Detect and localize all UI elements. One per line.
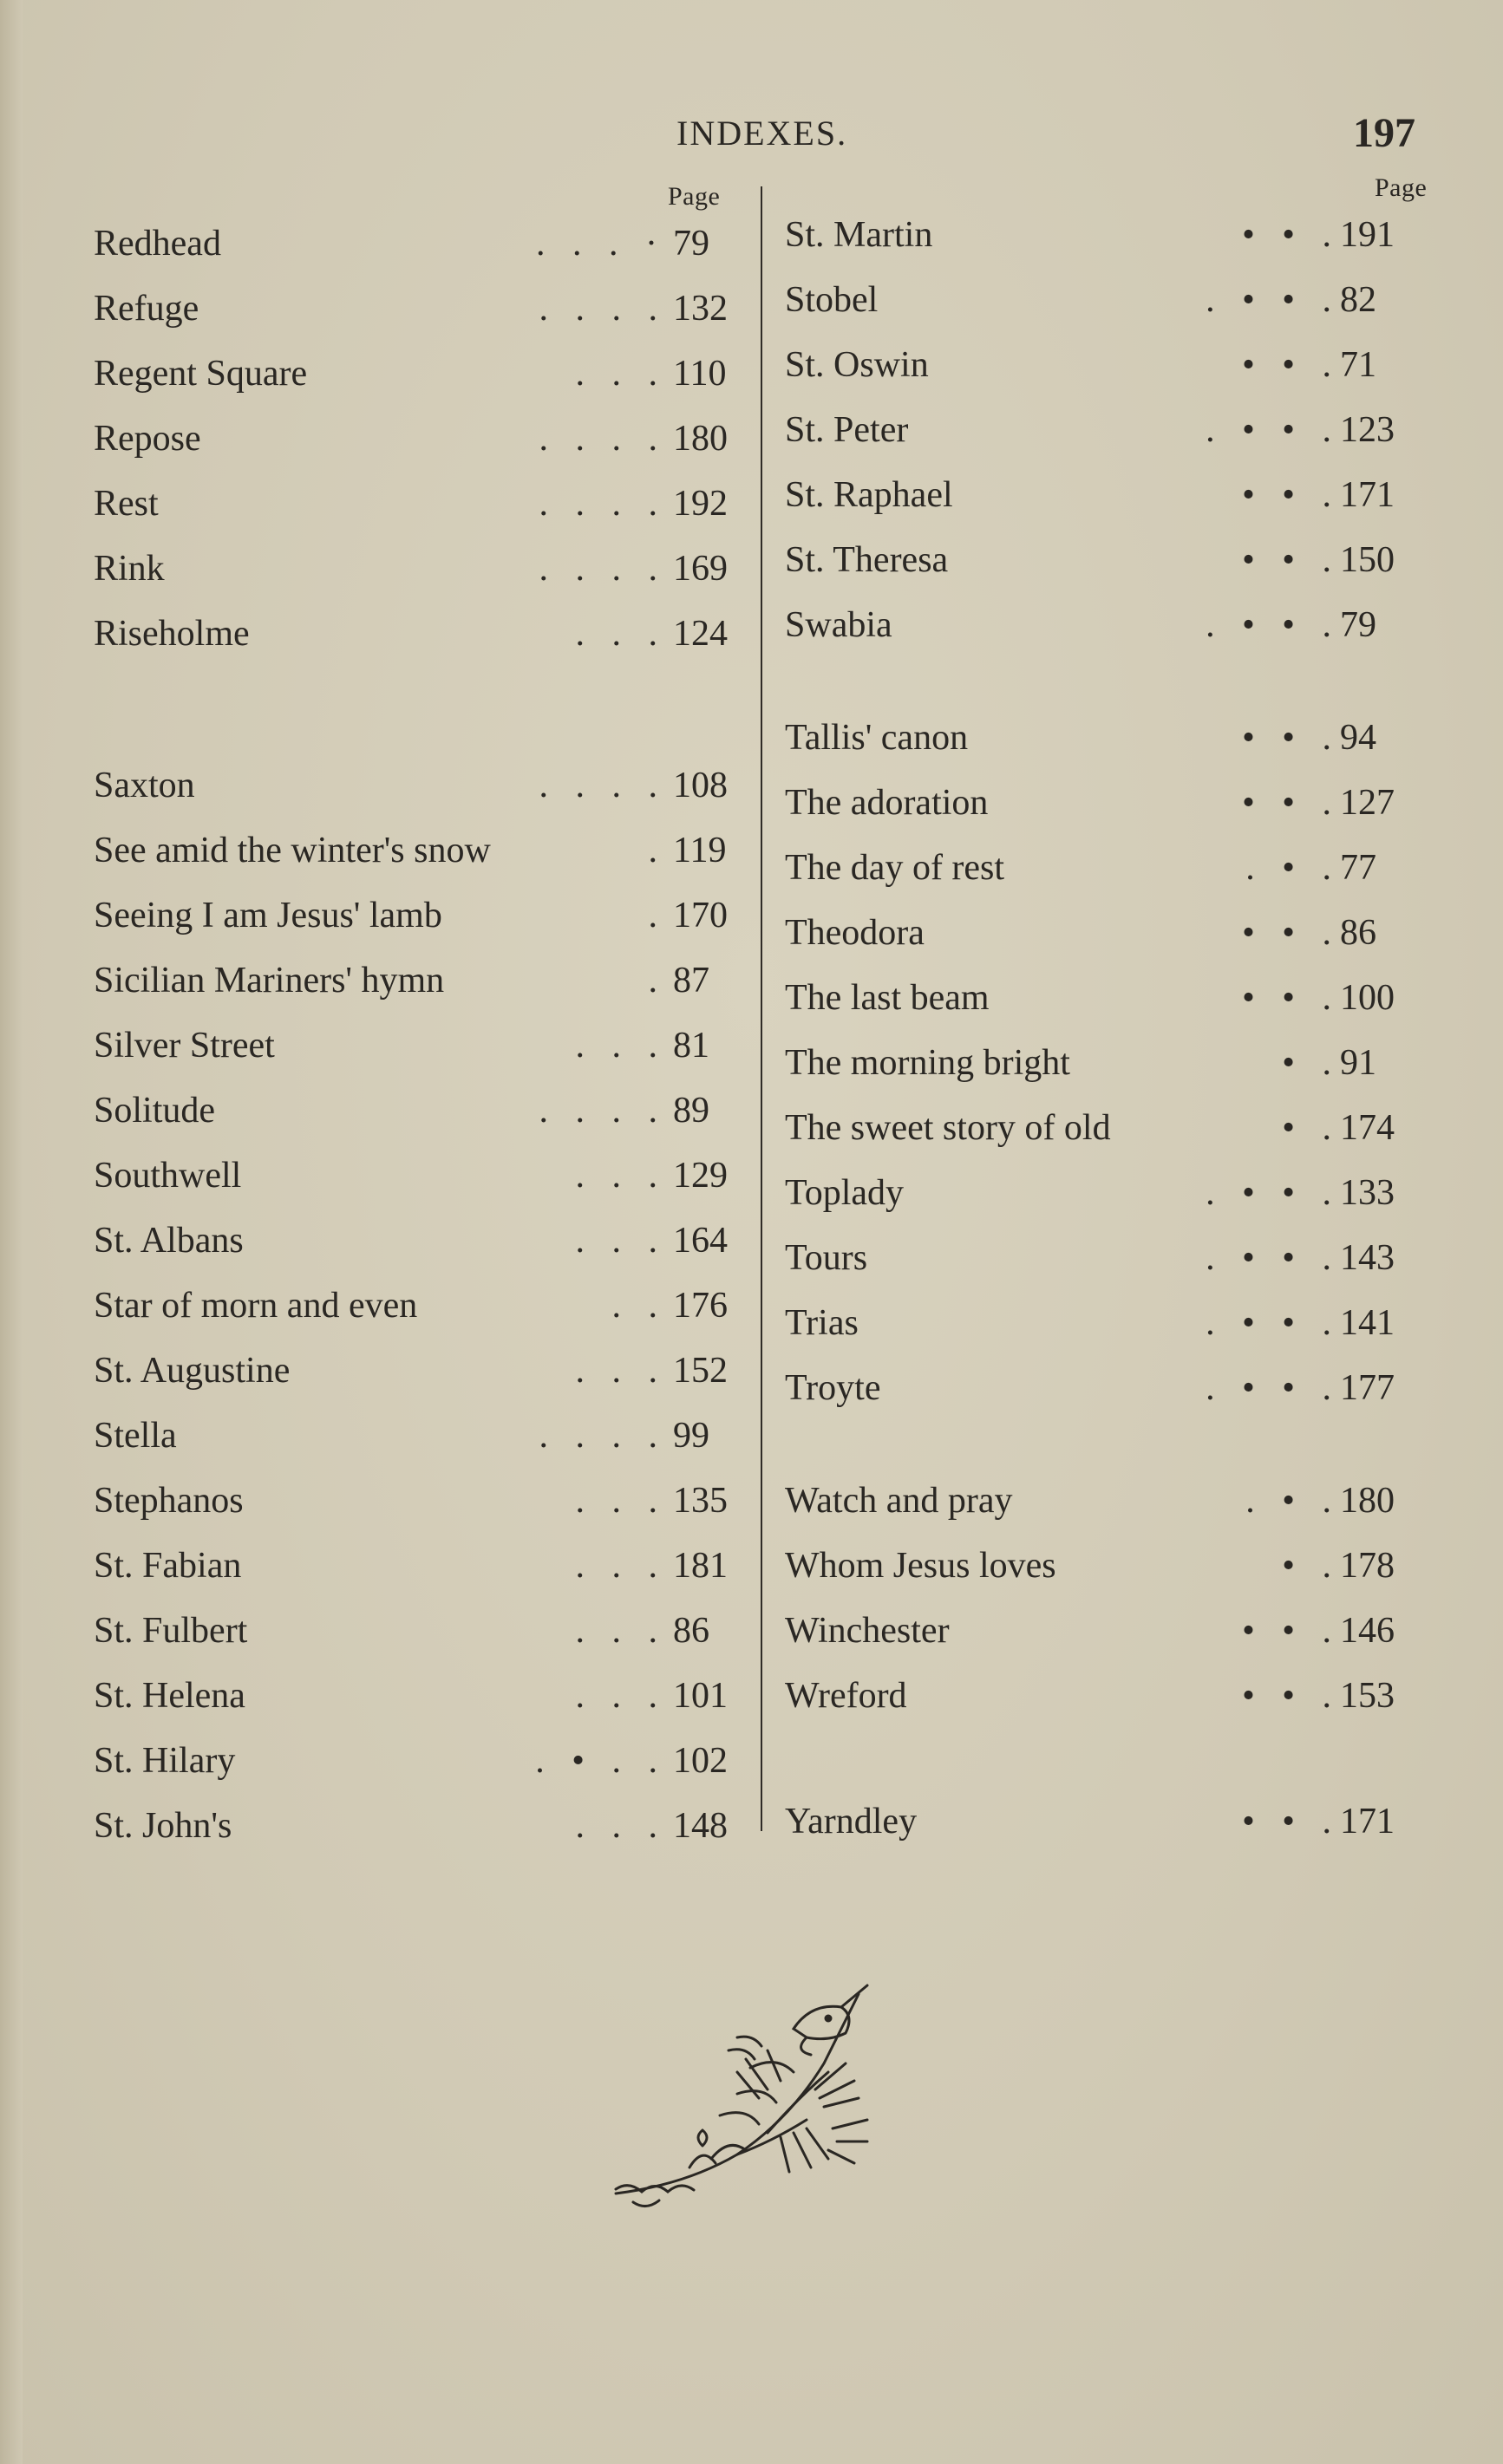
entry-name: Tours <box>785 1238 868 1278</box>
entry-page-number: 89 <box>673 1091 709 1131</box>
entry-name: Solitude <box>94 1091 216 1131</box>
entry-page-number: 79 <box>673 224 709 264</box>
entry-leader-dots: . . . . <box>539 289 657 329</box>
index-entry <box>94 763 753 808</box>
page-number: 197 <box>1353 110 1415 156</box>
index-entry <box>785 1543 1453 1588</box>
right-column-page-heading: Page <box>1375 173 1428 202</box>
index-entry <box>785 1673 1453 1718</box>
index-entry <box>785 342 1453 388</box>
entry-name: St. Helena <box>94 1676 245 1716</box>
entry-page-number: 143 <box>1340 1238 1395 1278</box>
entry-leader-dots: . . . <box>575 1806 657 1846</box>
entry-page-number: 152 <box>673 1351 728 1391</box>
entry-name: Refuge <box>94 289 199 329</box>
entry-page-number: 177 <box>1340 1368 1395 1408</box>
entry-leader-dots: . . <box>611 1286 657 1326</box>
entry-leader-dots: • • . <box>1242 978 1331 1018</box>
index-entry <box>785 845 1453 890</box>
index-entry <box>785 780 1453 825</box>
entry-leader-dots: . . . <box>575 1351 657 1391</box>
entry-name: Southwell <box>94 1156 242 1196</box>
entry-page-number: 91 <box>1340 1043 1376 1083</box>
index-entry <box>94 1413 753 1458</box>
index-entry <box>785 1040 1453 1085</box>
index-entry <box>785 1300 1453 1346</box>
entry-page-number: 191 <box>1340 215 1395 255</box>
entry-page-number: 171 <box>1340 1802 1395 1841</box>
index-entry <box>94 1673 753 1718</box>
entry-leader-dots: . . . <box>575 1546 657 1586</box>
entry-page-number: 169 <box>673 549 728 589</box>
index-entry <box>785 1799 1453 1844</box>
index-entry <box>785 1235 1453 1281</box>
entry-name: Toplady <box>785 1173 905 1213</box>
index-entry <box>785 1170 1453 1216</box>
entry-leader-dots: . • . . <box>535 1741 657 1781</box>
entry-name: Redhead <box>94 224 221 264</box>
entry-leader-dots: . . . . <box>539 1416 657 1456</box>
entry-page-number: 146 <box>1340 1611 1395 1651</box>
entry-name: Riseholme <box>94 614 250 654</box>
entry-page-number: 132 <box>673 289 728 329</box>
entry-page-number: 180 <box>673 419 728 459</box>
entry-leader-dots: • • . <box>1242 783 1331 823</box>
entry-page-number: 124 <box>673 614 728 654</box>
entry-name: St. Fabian <box>94 1546 242 1586</box>
entry-name: Rink <box>94 549 165 589</box>
entry-name: Yarndley <box>785 1802 918 1841</box>
entry-leader-dots: • • . <box>1242 1802 1331 1841</box>
entry-name: Star of morn and even <box>94 1286 418 1326</box>
entry-name: Stella <box>94 1416 177 1456</box>
entry-name: Watch and pray <box>785 1481 1013 1521</box>
entry-page-number: 178 <box>1340 1546 1395 1586</box>
entry-leader-dots: • . <box>1282 1108 1331 1148</box>
entry-leader-dots: • • . <box>1242 475 1331 515</box>
entry-leader-dots: . . . <box>575 1611 657 1651</box>
entry-leader-dots: . • • . <box>1206 1303 1331 1343</box>
entry-name: Swabia <box>785 605 892 645</box>
index-entry <box>94 1478 753 1523</box>
entry-page-number: 129 <box>673 1156 728 1196</box>
entry-leader-dots: . . . <box>575 1026 657 1066</box>
entry-leader-dots: • . <box>1282 1546 1331 1586</box>
entry-page-number: 181 <box>673 1546 728 1586</box>
index-entry <box>94 221 753 266</box>
index-entry <box>94 1283 753 1328</box>
entry-leader-dots: . . . <box>575 354 657 394</box>
entry-name: Seeing I am Jesus' lamb <box>94 896 442 935</box>
entry-name: See amid the winter's snow <box>94 831 491 870</box>
entry-name: St. Martin <box>785 215 933 255</box>
entry-page-number: 108 <box>673 766 728 805</box>
entry-name: St. Raphael <box>785 475 953 515</box>
entry-name: St. Hilary <box>94 1741 236 1781</box>
index-entry <box>94 1218 753 1263</box>
entry-leader-dots: . . . . <box>539 419 657 459</box>
entry-leader-dots: • • . <box>1242 718 1331 758</box>
entry-name: Theodora <box>785 913 925 953</box>
entry-leader-dots: . • . <box>1245 1481 1331 1521</box>
entry-leader-dots: . <box>648 896 657 935</box>
index-entry <box>94 546 753 591</box>
index-entry <box>94 1738 753 1783</box>
entry-leader-dots: . • • . <box>1206 410 1331 450</box>
entry-leader-dots: . • • . <box>1206 1238 1331 1278</box>
entry-leader-dots: . . . <box>575 1156 657 1196</box>
entry-page-number: 164 <box>673 1221 728 1261</box>
entry-name: Winchester <box>785 1611 950 1651</box>
index-entry <box>785 1478 1453 1523</box>
entry-page-number: 135 <box>673 1481 728 1521</box>
entry-leader-dots: . • • . <box>1206 280 1331 320</box>
entry-page-number: 102 <box>673 1741 728 1781</box>
index-entry <box>785 715 1453 760</box>
entry-name: The sweet story of old <box>785 1108 1111 1148</box>
entry-page-number: 82 <box>1340 280 1376 320</box>
entry-leader-dots: • • . <box>1242 1676 1331 1716</box>
entry-name: The morning bright <box>785 1043 1070 1083</box>
entry-page-number: 94 <box>1340 718 1376 758</box>
index-entry <box>785 1366 1453 1411</box>
entry-page-number: 87 <box>673 961 709 1001</box>
entry-page-number: 86 <box>673 1611 709 1651</box>
entry-leader-dots: • • . <box>1242 540 1331 580</box>
entry-name: The adoration <box>785 783 989 823</box>
entry-name: Repose <box>94 419 201 459</box>
entry-leader-dots: . . . · <box>536 224 657 264</box>
index-entry <box>94 481 753 526</box>
entry-leader-dots: . . . <box>575 1676 657 1716</box>
index-entry <box>785 603 1453 648</box>
entry-leader-dots: • • . <box>1242 1611 1331 1651</box>
entry-name: Stobel <box>785 280 879 320</box>
index-entry <box>94 1023 753 1068</box>
entry-page-number: 141 <box>1340 1303 1395 1343</box>
entry-page-number: 100 <box>1340 978 1395 1018</box>
entry-name: St. John's <box>94 1806 232 1846</box>
index-entry <box>785 407 1453 453</box>
entry-name: St. Oswin <box>785 345 929 385</box>
entry-leader-dots: . <box>648 831 657 870</box>
entry-leader-dots: . . . . <box>539 484 657 524</box>
entry-leader-dots: . . . <box>575 1221 657 1261</box>
index-entry <box>94 351 753 396</box>
index-entry <box>94 286 753 331</box>
entry-leader-dots: . . . . <box>539 549 657 589</box>
entry-name: St. Albans <box>94 1221 244 1261</box>
entry-page-number: 79 <box>1340 605 1376 645</box>
entry-name: Regent Square <box>94 354 308 394</box>
entry-page-number: 123 <box>1340 410 1395 450</box>
index-entry <box>94 1088 753 1133</box>
index-entry <box>94 1608 753 1653</box>
index-entry <box>94 1348 753 1393</box>
entry-leader-dots: . . . <box>575 614 657 654</box>
entry-name: Saxton <box>94 766 195 805</box>
entry-leader-dots: . . . . <box>539 766 657 805</box>
entry-page-number: 119 <box>673 831 727 870</box>
entry-leader-dots: . . . <box>575 1481 657 1521</box>
entry-page-number: 81 <box>673 1026 709 1066</box>
entry-leader-dots: • • . <box>1242 913 1331 953</box>
entry-leader-dots: . . . . <box>539 1091 657 1131</box>
entry-leader-dots: . • • . <box>1206 605 1331 645</box>
index-entry <box>94 1803 753 1848</box>
index-entry <box>94 611 753 656</box>
index-entry <box>785 538 1453 583</box>
entry-page-number: 148 <box>673 1806 728 1846</box>
entry-page-number: 77 <box>1340 848 1376 888</box>
index-entry <box>94 1543 753 1588</box>
entry-page-number: 192 <box>673 484 728 524</box>
entry-leader-dots: • • . <box>1242 345 1331 385</box>
entry-page-number: 180 <box>1340 1481 1395 1521</box>
entry-page-number: 150 <box>1340 540 1395 580</box>
entry-name: St. Theresa <box>785 540 949 580</box>
entry-name: St. Fulbert <box>94 1611 248 1651</box>
entry-leader-dots: . • . <box>1245 848 1331 888</box>
index-entry <box>785 975 1453 1020</box>
entry-name: Sicilian Mariners' hymn <box>94 961 445 1001</box>
entry-page-number: 170 <box>673 896 728 935</box>
entry-page-number: 101 <box>673 1676 728 1716</box>
left-column-page-heading: Page <box>668 182 721 211</box>
index-entry <box>94 958 753 1003</box>
entry-page-number: 133 <box>1340 1173 1395 1213</box>
entry-page-number: 86 <box>1340 913 1376 953</box>
index-entry <box>94 893 753 938</box>
entry-name: Wreford <box>785 1676 907 1716</box>
entry-page-number: 110 <box>673 354 727 394</box>
entry-name: Rest <box>94 484 159 524</box>
entry-name: The last beam <box>785 978 990 1018</box>
entry-page-number: 176 <box>673 1286 728 1326</box>
index-entry <box>785 277 1453 323</box>
entry-page-number: 99 <box>673 1416 709 1456</box>
entry-name: Troyte <box>785 1368 881 1408</box>
index-entry <box>94 416 753 461</box>
entry-leader-dots: . • • . <box>1206 1368 1331 1408</box>
index-entry <box>785 910 1453 955</box>
entry-page-number: 174 <box>1340 1108 1395 1148</box>
entry-name: Stephanos <box>94 1481 244 1521</box>
floral-bird-vignette-icon <box>607 1968 945 2228</box>
entry-leader-dots: • • . <box>1242 215 1331 255</box>
index-entry <box>785 212 1453 257</box>
running-head: INDEXES. <box>676 114 848 153</box>
entry-page-number: 71 <box>1340 345 1376 385</box>
index-entry <box>94 828 753 873</box>
entry-name: Trias <box>785 1303 859 1343</box>
entry-name: Silver Street <box>94 1026 275 1066</box>
entry-leader-dots: . • • . <box>1206 1173 1331 1213</box>
entry-name: St. Peter <box>785 410 909 450</box>
index-entry <box>785 1105 1453 1151</box>
index-entry <box>785 1608 1453 1653</box>
entry-leader-dots: . <box>648 961 657 1001</box>
entry-page-number: 171 <box>1340 475 1395 515</box>
entry-name: The day of rest <box>785 848 1005 888</box>
entry-name: Whom Jesus loves <box>785 1546 1056 1586</box>
index-entry <box>785 473 1453 518</box>
index-entry <box>94 1153 753 1198</box>
entry-page-number: 127 <box>1340 783 1395 823</box>
entry-name: St. Augustine <box>94 1351 291 1391</box>
entry-name: Tallis' canon <box>785 718 969 758</box>
entry-leader-dots: • . <box>1282 1043 1331 1083</box>
entry-page-number: 153 <box>1340 1676 1395 1716</box>
